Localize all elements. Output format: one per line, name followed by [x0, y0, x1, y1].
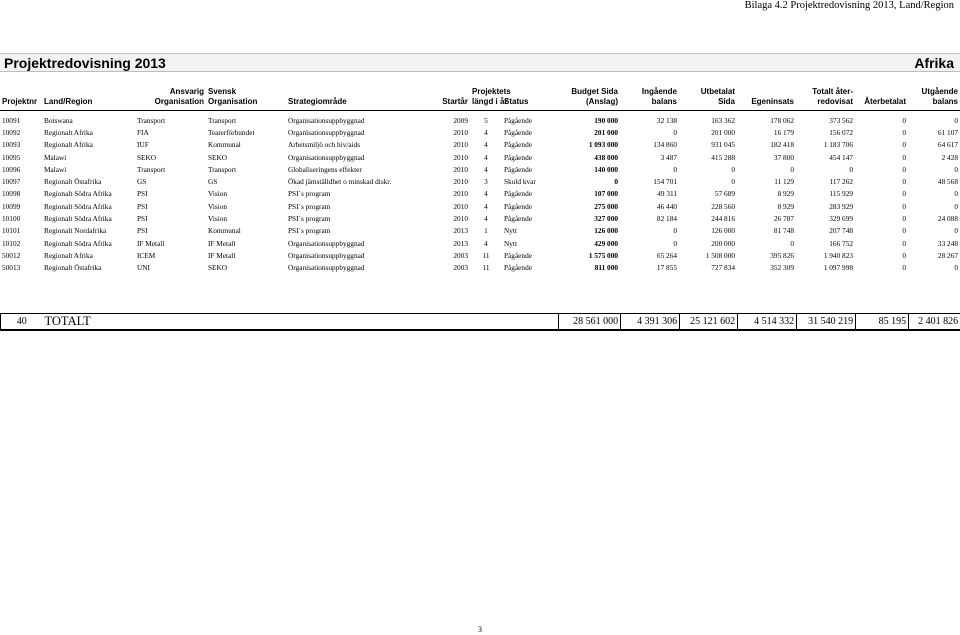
cell-budget: 140 000: [594, 164, 618, 174]
total-budget: 28 561 000: [559, 314, 621, 331]
cell-utgaende: 24 088: [937, 214, 958, 224]
col-utgaende-line2: balans: [932, 96, 958, 106]
cell-ingaende: 154 701: [653, 177, 677, 187]
cell-aterbetalat: 0: [902, 189, 906, 199]
cell-strategi: Organisationsuppbyggnad: [288, 115, 365, 125]
cell-budget: 107 000: [594, 189, 618, 199]
col-ingaende-line2: balans: [651, 96, 677, 106]
region-title: Afrika: [914, 55, 954, 71]
cell-startar: 2009: [453, 115, 468, 125]
cell-svensk: Vision: [208, 201, 228, 211]
cell-egeninsats: 11 129: [774, 177, 794, 187]
cell-langd: 4: [484, 164, 488, 174]
cell-utbetalat: 0: [731, 177, 735, 187]
cell-aterbetalat: 0: [902, 238, 906, 248]
cell-totalt-redovisat: 207 748: [829, 226, 853, 236]
cell-langd: 4: [484, 189, 488, 199]
cell-ansvarig: GS: [137, 177, 147, 187]
cell-utgaende: 0: [954, 115, 958, 125]
cell-svensk: Transport: [208, 115, 237, 125]
page-title: Projektredovisning 2013: [4, 55, 166, 71]
cell-egeninsats: 0: [790, 238, 794, 248]
cell-totalt-redovisat: 373 562: [829, 115, 853, 125]
cell-aterbetalat: 0: [902, 201, 906, 211]
cell-land: Regionalt Afrika: [44, 250, 93, 260]
cell-langd: 4: [484, 201, 488, 211]
table-row: [0, 188, 960, 200]
cell-svensk: Kommunal: [208, 226, 241, 236]
cell-status: Pågående: [504, 250, 532, 260]
cell-ingaende: 49 311: [657, 189, 677, 199]
table-row: [0, 151, 960, 163]
cell-ansvarig: FIA: [137, 127, 149, 137]
cell-ingaende: 0: [673, 127, 677, 137]
cell-land: Botswana: [44, 115, 73, 125]
cell-egeninsats: 8 929: [777, 189, 794, 199]
cell-status: Skuld kvar: [504, 177, 536, 187]
cell-ingaende: 46 440: [656, 201, 677, 211]
cell-aterbetalat: 0: [902, 140, 906, 150]
cell-land: Regionalt Afrika: [44, 127, 93, 137]
page-number: 3: [478, 625, 482, 634]
cell-totalt-redovisat: 283 929: [829, 201, 853, 211]
table-row: [0, 126, 960, 138]
cell-utbetalat: 1 508 000: [705, 250, 735, 260]
cell-totalt-redovisat: 1 097 998: [823, 263, 853, 273]
cell-totalt-redovisat: 156 072: [829, 127, 853, 137]
cell-land: Regionalt Södra Afrika: [44, 201, 112, 211]
table-row: [0, 262, 960, 274]
cell-svensk: Teaterförbundet: [208, 127, 255, 137]
project-table: [0, 114, 960, 274]
cell-status: Nytt: [504, 226, 517, 236]
cell-langd: 11: [482, 250, 490, 260]
cell-strategi: PSI´s program: [288, 201, 331, 211]
cell-svensk: Kommunal: [208, 140, 241, 150]
cell-status: Pågående: [504, 201, 532, 211]
cell-budget: 811 000: [594, 263, 618, 273]
cell-utgaende: 33 248: [937, 238, 958, 248]
table-row: [0, 249, 960, 261]
col-langd-line1: Projektets: [472, 87, 511, 96]
cell-langd: 3: [484, 177, 488, 187]
cell-land: Regionalt Afrika: [44, 140, 93, 150]
total-count: 40: [1, 314, 43, 331]
cell-startar: 2010: [453, 177, 468, 187]
cell-utbetalat: 228 560: [711, 201, 735, 211]
cell-egeninsats: 16 179: [773, 127, 794, 137]
title-bar: [0, 53, 960, 72]
cell-ansvarig: IUF: [137, 140, 149, 150]
cell-utgaende: 2 428: [941, 152, 958, 162]
cell-status: Pågående: [504, 214, 532, 224]
cell-totalt-redovisat: 0: [849, 164, 853, 174]
cell-startar: 2003: [453, 263, 468, 273]
cell-ansvarig: IF Metall: [137, 238, 165, 248]
cell-ansvarig: PSI: [137, 189, 148, 199]
cell-utbetalat: 727 834: [711, 263, 735, 273]
cell-strategi: Organisationsuppbyggnad: [288, 152, 365, 162]
cell-utgaende: 0: [954, 189, 958, 199]
cell-startar: 2013: [453, 226, 468, 236]
total-egeninsats: 4 514 332: [738, 314, 797, 331]
col-status: Status: [504, 96, 529, 106]
cell-utbetalat: 163 362: [711, 115, 735, 125]
cell-svensk: Vision: [208, 189, 228, 199]
cell-ansvarig: PSI: [137, 201, 148, 211]
cell-land: Regionalt Östafrika: [44, 263, 102, 273]
header-divider: [0, 110, 960, 111]
cell-aterbetalat: 0: [902, 263, 906, 273]
cell-startar: 2010: [453, 214, 468, 224]
cell-aterbetalat: 0: [902, 115, 906, 125]
cell-utgaende: 28 267: [937, 250, 958, 260]
cell-langd: 4: [484, 152, 488, 162]
col-totalt-line1: Totalt åter-: [812, 87, 853, 96]
col-projektnr: Projektnr: [2, 96, 38, 106]
cell-strategi: Globaliseringens effekter: [288, 164, 362, 174]
cell-utgaende: 48 568: [937, 177, 958, 187]
col-land: Land/Region: [44, 96, 93, 106]
cell-utgaende: 64 617: [937, 140, 958, 150]
cell-ansvarig: PSI: [137, 226, 148, 236]
cell-projektnr: 10102: [2, 238, 21, 248]
cell-utgaende: 0: [954, 226, 958, 236]
total-utbetalat: 25 121 602: [680, 314, 738, 331]
cell-langd: 4: [484, 238, 488, 248]
col-totalt-line2: redovisat: [817, 96, 853, 106]
cell-langd: 4: [484, 214, 488, 224]
cell-aterbetalat: 0: [902, 164, 906, 174]
cell-svensk: SEKO: [208, 263, 228, 273]
cell-ingaende: 82 184: [656, 214, 677, 224]
cell-aterbetalat: 0: [902, 152, 906, 162]
cell-ingaende: 134 860: [653, 140, 677, 150]
cell-egeninsats: 0: [790, 164, 794, 174]
cell-totalt-redovisat: 166 752: [829, 238, 853, 248]
col-strategi: Strategiområde: [288, 96, 347, 106]
cell-aterbetalat: 0: [902, 214, 906, 224]
cell-egeninsats: 352 309: [770, 263, 794, 273]
cell-status: Pågående: [504, 115, 532, 125]
cell-projektnr: 10097: [2, 177, 21, 187]
cell-land: Regionalt Södra Afrika: [44, 189, 112, 199]
cell-land: Regionalt Östafrika: [44, 177, 102, 187]
col-utbetalat-line1: Utbetalat: [700, 87, 735, 96]
cell-totalt-redovisat: 454 147: [829, 152, 853, 162]
cell-egeninsats: 8 929: [777, 201, 794, 211]
col-startar: Startår: [442, 96, 468, 106]
table-row: [0, 212, 960, 224]
cell-utbetalat: 931 045: [711, 140, 735, 150]
column-header-table: [0, 87, 960, 106]
cell-status: Pågående: [504, 164, 532, 174]
cell-langd: 5: [484, 115, 488, 125]
cell-startar: 2010: [453, 140, 468, 150]
cell-startar: 2010: [453, 127, 468, 137]
cell-strategi: Organisationsuppbyggnad: [288, 238, 365, 248]
cell-utbetalat: 57 689: [714, 189, 735, 199]
cell-ingaende: 0: [673, 226, 677, 236]
col-svensk-line2: Organisation: [208, 96, 258, 106]
table-row: [0, 237, 960, 249]
cell-egeninsats: 37 800: [773, 152, 794, 162]
cell-utgaende: 0: [954, 201, 958, 211]
cell-budget: 327 000: [594, 214, 618, 224]
cell-ansvarig: SEKO: [137, 152, 157, 162]
cell-utbetalat: 0: [731, 164, 735, 174]
cell-strategi: Ökad jämställdhet o minskad diskr.: [288, 177, 392, 187]
cell-utbetalat: 201 000: [711, 127, 735, 137]
cell-ansvarig: PSI: [137, 214, 148, 224]
totals-row: [1, 314, 960, 331]
cell-startar: 2010: [453, 189, 468, 199]
cell-projektnr: 10093: [2, 140, 21, 150]
cell-aterbetalat: 0: [902, 226, 906, 236]
cell-land: Regionalt Södra Afrika: [44, 214, 112, 224]
total-ingaende: 4 391 306: [621, 314, 680, 331]
cell-ansvarig: ICEM: [137, 250, 156, 260]
cell-langd: 11: [482, 263, 490, 273]
cell-egeninsats: 26 787: [773, 214, 794, 224]
cell-egeninsats: 182 418: [770, 140, 794, 150]
cell-utbetalat: 244 816: [711, 214, 735, 224]
cell-strategi: PSI´s program: [288, 214, 331, 224]
cell-langd: 4: [484, 127, 488, 137]
col-utgaende-line1: Utgående: [921, 87, 958, 96]
cell-egeninsats: 395 826: [770, 250, 794, 260]
cell-svensk: SEKO: [208, 152, 228, 162]
cell-startar: 2010: [453, 164, 468, 174]
cell-svensk: Transport: [208, 164, 237, 174]
cell-aterbetalat: 0: [902, 250, 906, 260]
cell-ansvarig: UNI: [137, 263, 150, 273]
cell-budget: 0: [614, 177, 618, 187]
cell-status: Nytt: [504, 238, 517, 248]
cell-totalt-redovisat: 329 699: [829, 214, 853, 224]
cell-ingaende: 32 138: [656, 115, 677, 125]
cell-startar: 2003: [453, 250, 468, 260]
cell-status: Pågående: [504, 127, 532, 137]
cell-langd: 4: [484, 140, 488, 150]
table-row: [0, 175, 960, 187]
cell-projektnr: 10091: [2, 115, 21, 125]
col-utbetalat-line2: Sida: [718, 96, 735, 106]
cell-ansvarig: Transport: [137, 115, 166, 125]
cell-budget: 1 093 000: [588, 140, 618, 150]
cell-projektnr: 10095: [2, 152, 21, 162]
cell-projektnr: 10099: [2, 201, 21, 211]
cell-utgaende: 0: [954, 263, 958, 273]
cell-land: Malawi: [44, 164, 67, 174]
col-budget-line2: (Anslag): [586, 96, 618, 106]
cell-projektnr: 10092: [2, 127, 21, 137]
document-header: Bilaga 4.2 Projektredovisning 2013, Land/Region: [744, 0, 954, 11]
cell-strategi: Arbetsmiljö och hiv/aids: [288, 140, 361, 150]
col-aterbetalat: Återbetalat: [864, 96, 906, 106]
cell-egeninsats: 81 748: [773, 226, 794, 236]
table-row: [0, 200, 960, 212]
cell-projektnr: 50013: [2, 263, 21, 273]
table-row: [0, 114, 960, 126]
total-label: TOTALT: [44, 314, 91, 328]
total-aterbetalat: 85 195: [856, 314, 909, 331]
cell-strategi: PSI´s program: [288, 226, 331, 236]
cell-status: Pågående: [504, 152, 532, 162]
cell-aterbetalat: 0: [902, 127, 906, 137]
cell-projektnr: 10098: [2, 189, 21, 199]
cell-svensk: IF Metall: [208, 250, 236, 260]
cell-utbetalat: 415 288: [711, 152, 735, 162]
cell-svensk: Vision: [208, 214, 228, 224]
cell-budget: 190 000: [594, 115, 618, 125]
cell-svensk: IF Metall: [208, 238, 236, 248]
cell-startar: 2010: [453, 152, 468, 162]
cell-utbetalat: 126 000: [711, 226, 735, 236]
cell-langd: 1: [484, 226, 488, 236]
table-row: [0, 225, 960, 237]
cell-ingaende: 0: [673, 238, 677, 248]
cell-aterbetalat: 0: [902, 177, 906, 187]
col-ansvarig-line1: Ansvarig: [169, 87, 204, 96]
totals-table: [0, 313, 960, 331]
cell-utgaende: 0: [954, 164, 958, 174]
cell-budget: 1 575 000: [588, 250, 618, 260]
total-utgaende: 2 401 826: [909, 314, 960, 331]
cell-strategi: PSI´s program: [288, 189, 331, 199]
col-langd-line2: längd i år: [472, 96, 508, 106]
table-row: [0, 139, 960, 151]
cell-budget: 201 000: [594, 127, 618, 137]
cell-ansvarig: Transport: [137, 164, 166, 174]
cell-ingaende: 0: [673, 164, 677, 174]
cell-svensk: GS: [208, 177, 218, 187]
cell-budget: 429 000: [594, 238, 618, 248]
cell-projektnr: 50012: [2, 250, 21, 260]
cell-strategi: Organisationsuppbyggnad: [288, 263, 365, 273]
total-totalt-redovisat: 31 540 219: [797, 314, 856, 331]
cell-projektnr: 10101: [2, 226, 21, 236]
cell-utbetalat: 200 000: [711, 238, 735, 248]
cell-projektnr: 10096: [2, 164, 21, 174]
cell-status: Pågående: [504, 189, 532, 199]
cell-land: Regionalt Nordafrika: [44, 226, 107, 236]
col-svensk-line1: Svensk: [208, 87, 237, 96]
cell-budget: 126 000: [594, 226, 618, 236]
cell-ingaende: 17 855: [656, 263, 677, 273]
cell-egeninsats: 178 062: [770, 115, 794, 125]
cell-startar: 2010: [453, 201, 468, 211]
cell-totalt-redovisat: 117 262: [829, 177, 853, 187]
cell-ingaende: 3 487: [660, 152, 677, 162]
cell-totalt-redovisat: 1 940 823: [823, 250, 853, 260]
cell-land: Malawi: [44, 152, 67, 162]
cell-totalt-redovisat: 115 929: [829, 189, 853, 199]
cell-status: Pågående: [504, 263, 532, 273]
cell-budget: 438 000: [594, 152, 618, 162]
cell-startar: 2013: [453, 238, 468, 248]
col-ansvarig-line2: Organisation: [154, 96, 204, 106]
cell-status: Pågående: [504, 140, 532, 150]
cell-projektnr: 10100: [2, 214, 21, 224]
cell-strategi: Organisationsuppbyggnad: [288, 127, 365, 137]
cell-strategi: Organisationsuppbyggnad: [288, 250, 365, 260]
col-budget-line1: Budget Sida: [571, 87, 618, 96]
cell-utgaende: 61 107: [937, 127, 958, 137]
col-ingaende-line1: Ingående: [641, 87, 677, 96]
cell-totalt-redovisat: 1 183 706: [823, 140, 853, 150]
cell-budget: 275 000: [594, 201, 618, 211]
col-egeninsats: Egeninsats: [751, 96, 794, 106]
cell-ingaende: 65 264: [656, 250, 677, 260]
table-row: [0, 163, 960, 175]
cell-land: Regionalt Södra Afrika: [44, 238, 112, 248]
